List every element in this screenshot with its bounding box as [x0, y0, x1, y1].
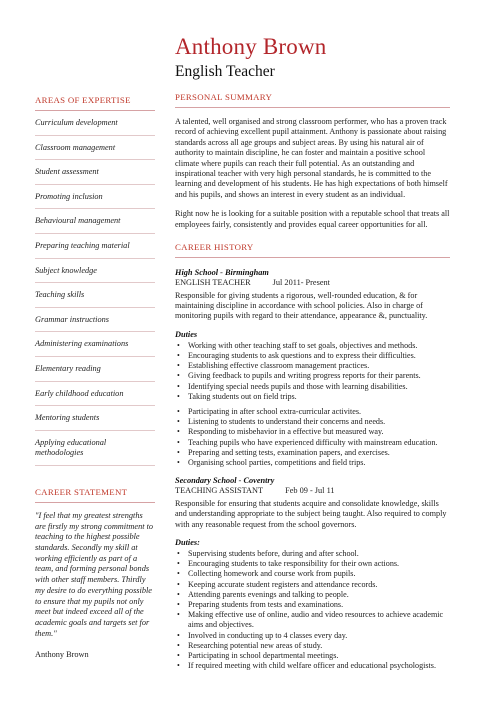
duty-item: • Preparing and setting tests, examination papers, and exercises. — [175, 448, 450, 458]
duty-item: • Giving feedback to pupils and writing progress reports for their parents. — [175, 371, 450, 381]
job-description: Responsible for ensuring that students acquire and consolidate knowledge, skills and understanding appropriate to the subject being taught. Also required to comply with any reasonable request from the school governors. — [175, 498, 447, 529]
duty-item: • Responding to misbehavior in a effective but measured way. — [175, 427, 450, 437]
job-position: ENGLISH TEACHER — [175, 278, 251, 288]
duty-item: • Listening to students to understand their concerns and needs. — [175, 417, 450, 427]
candidate-name: Anthony Brown — [175, 34, 327, 59]
summary-paragraph: Right now he is looking for a suitable position with a reputable school that treats all employees fairly, consistently and provides equal career opportunities for all. — [175, 209, 450, 229]
job-employer: Secondary School - Coventry — [175, 476, 275, 486]
job-position-line — [175, 486, 450, 497]
skill-item: Grammar instructions — [35, 308, 155, 333]
job-position: TEACHING ASSISTANT — [175, 486, 264, 496]
job-description: Responsible for giving students a rigorous, well-rounded education, & for maintaining discipline in accordance with school policies. Also in charge of monitoring pupils with regard to their attendance, appearance &, punctuality. — [175, 290, 428, 321]
skill-item: Classroom management — [35, 136, 155, 161]
duty-item: • Involved in conducting up to 4 classes every day. — [175, 631, 450, 641]
job-employer: High School - Birmingham — [175, 268, 269, 278]
job-dates: Jul 2011- Present — [272, 278, 330, 288]
job-position-line — [175, 278, 450, 289]
skill-item: Subject knowledge — [35, 259, 155, 284]
skill-item: Administering examinations — [35, 332, 155, 357]
skill-item: Preparing teaching material — [35, 234, 155, 259]
duty-item: • Taking students out on field trips. — [175, 392, 450, 402]
duty-item: • If required meeting with child welfare officer and educational psychologists. — [175, 661, 450, 671]
skill-item: Applying educational methodologies — [35, 431, 155, 466]
right-column — [175, 91, 450, 671]
signature-name: Anthony Brown — [35, 650, 89, 660]
duty-item: • Keeping accurate student registers and attendance records. — [175, 580, 450, 590]
duties-label: Duties — [175, 329, 198, 339]
duties-list — [175, 407, 450, 468]
duty-item: • Teaching pupils who have experienced difficulty with mainstream education. — [175, 438, 450, 448]
duty-item: • Participating in school departmental meetings. — [175, 651, 450, 661]
duty-item: • Identifying special needs pupils and those with learning disabilities. — [175, 382, 450, 392]
career-statement-text: "I feel that my greatest strengths are firstly my strong commitment to teaching to the highest possible standards. Secondly my skill at working efficiently as part of a team, and forming personal bonds with other staff members. Thirdly my desire to do everything possible to ensure that my pupils not only meet but indeed exceed all of the academic goals and targets set for them." — [35, 510, 154, 638]
duty-item: • Participating in after school extra-curricular activites. — [175, 407, 450, 417]
duty-item: • Working with other teaching staff to set goals, objectives and methods. — [175, 341, 450, 351]
duties-list — [175, 341, 450, 402]
skill-item: Behavioural management — [35, 209, 155, 234]
skill-item: Elementary reading — [35, 357, 155, 382]
skill-item: Mentoring students — [35, 406, 155, 431]
summary-paragraph: A talented, well organised and strong classroom performer, who has a proven track record of achieving excellent pupil attainment. Anthony is passionate about raising standards across all age groups and subject areas. By using his natural air of authority to maintain discipline, he can foster and maintain a positive school climate where pupils can reach their full potential. As an outstanding and inspirational teacher with very high personal standards, he is committed to the learning and development of his students. He has high expectations of both himself and his pupils, and shows an interest in every student as an individual. — [175, 117, 448, 199]
duty-item: • Preparing students from tests and examinations. — [175, 600, 450, 610]
skill-item: Student assessment — [35, 160, 155, 185]
duty-item: • Encouraging students to ask questions and to express their difficulties. — [175, 351, 450, 361]
job-entry — [175, 267, 450, 468]
duty-item: • Organising school parties, competitions and field trips. — [175, 458, 450, 468]
expertise-heading: AREAS OF EXPERTISE — [35, 94, 155, 111]
skill-item: Promoting inclusion — [35, 185, 155, 210]
skills-list — [35, 111, 155, 466]
job-entry — [175, 475, 450, 671]
job-title: English Teacher — [175, 63, 275, 80]
skill-item: Teaching skills — [35, 283, 155, 308]
personal-summary-heading: PERSONAL SUMMARY — [175, 91, 450, 108]
duty-item: • Encouraging students to take responsibility for their own actions. — [175, 559, 450, 569]
duties-list — [175, 549, 450, 671]
duty-item: • Supervising students before, during and after school. — [175, 549, 450, 559]
duty-item: • Attending parents evenings and talking to people. — [175, 590, 450, 600]
duty-item: • Researching potential new areas of study. — [175, 641, 450, 651]
duty-item: • Making effective use of online, audio and video resources to achieve academic aims and objectives. — [175, 610, 450, 630]
duty-item: • Establishing effective classroom management practices. — [175, 361, 450, 371]
skill-item: Curriculum development — [35, 111, 155, 136]
career-statement-heading: CAREER STATEMENT — [35, 486, 155, 503]
left-column — [35, 94, 155, 660]
duties-label: Duties: — [175, 537, 200, 547]
career-history-heading: CAREER HISTORY — [175, 241, 450, 258]
duty-item: • Collecting homework and course work from pupils. — [175, 569, 450, 579]
skill-item: Early childhood education — [35, 382, 155, 407]
job-dates: Feb 09 - Jul 11 — [285, 486, 335, 496]
